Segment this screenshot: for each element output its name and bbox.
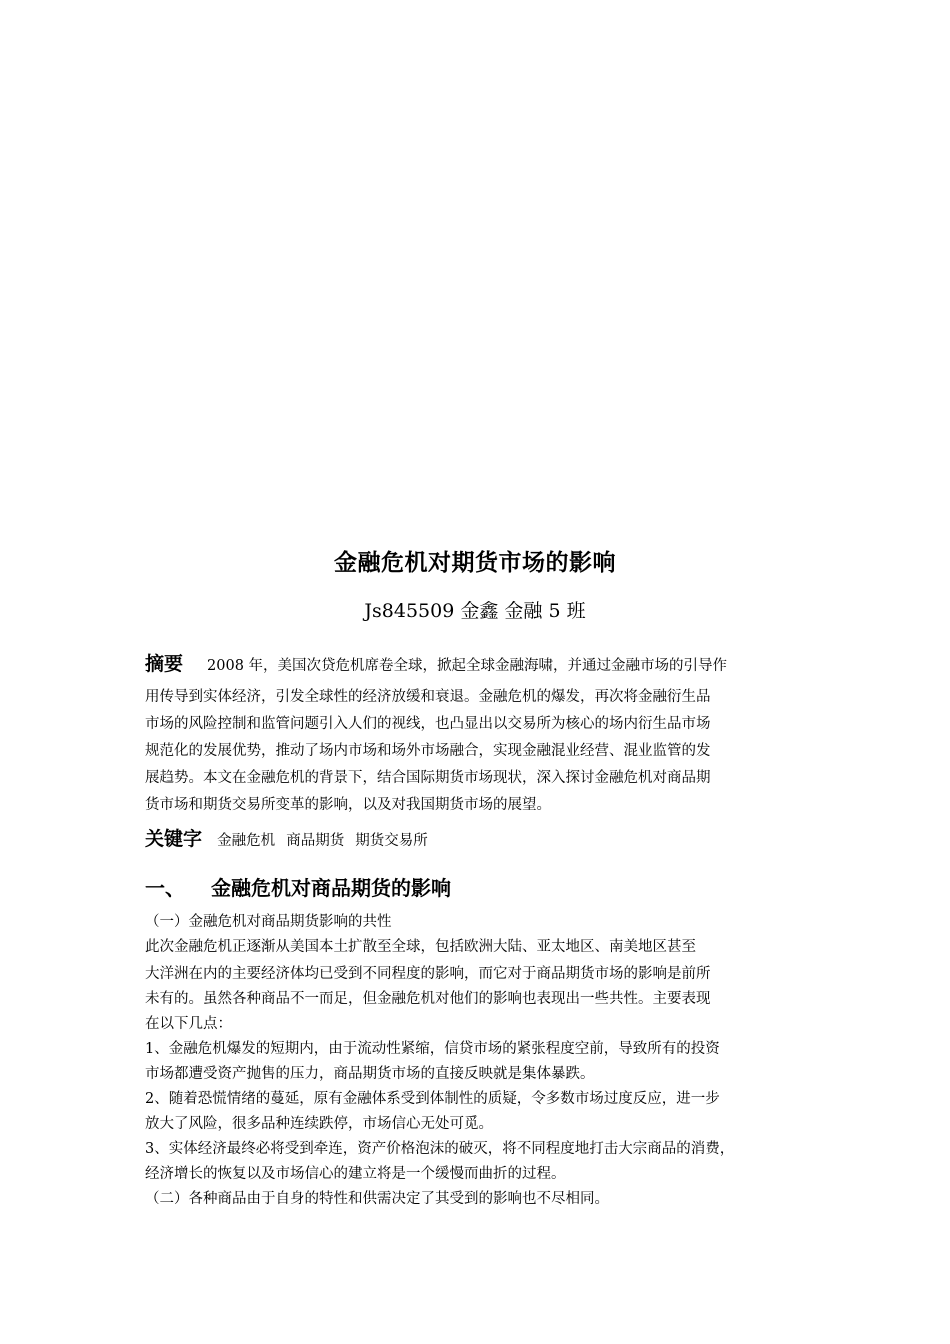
abstract-line: 用传导到实体经济，引发全球性的经济放缓和衰退。金融危机的爆发，再次将金融衍生品 (145, 689, 711, 705)
abstract-line: 规范化的发展优势，推动了场内市场和场外市场融合，实现金融混业经营、混业监管的发 (145, 743, 711, 759)
body-line: 1、金融危机爆发的短期内，由于流动性紧缩，信贷市场的紧张程度空前，导致所有的投资 (145, 1041, 720, 1057)
body-line: 大洋洲在内的主要经济体均已受到不同程度的影响，而它对于商品期货市场的影响是前所 (145, 966, 711, 982)
keyword: 商品期货 (286, 833, 345, 849)
body-line: 3、实体经济最终必将受到牵连，资产价格泡沫的破灭，将不同程度地打击大宗商品的消费， (145, 1141, 735, 1157)
body-line: 在以下几点： (145, 1016, 232, 1032)
section-number: 一、 (145, 876, 185, 900)
abstract-line: 市场的风险控制和监管问题引入人们的视线，也凸显出以交易所为核心的场内衍生品市场 (145, 716, 711, 732)
abstract-line: 2008 年，美国次贷危机席卷全球，掀起全球金融海啸，并通过金融市场的引导作 (207, 658, 728, 674)
abstract-first-line (145, 649, 811, 676)
keyword: 金融危机 (217, 833, 276, 849)
body-line: 此次金融危机正逐渐从美国本土扩散至全球，包括欧洲大陆、亚太地区、南美地区甚至 (145, 939, 696, 955)
body-line: 市场都遭受资产抛售的压力，商品期货市场的直接反映就是集体暴跌。 (145, 1066, 595, 1082)
abstract-line: 展趋势。本文在金融危机的背景下，结合国际期货市场现状，深入探讨金融危机对商品期 (145, 770, 711, 786)
keywords-row (145, 824, 811, 851)
keywords-label: 关键字 (145, 828, 203, 850)
document-title: 金融危机对期货市场的影响 (334, 550, 616, 576)
body-line: 未有的。虽然各种商品不一而足，但金融危机对他们的影响也表现出一些共性。主要表现 (145, 991, 711, 1007)
section-heading (145, 872, 451, 901)
keyword: 期货交易所 (355, 833, 428, 849)
section-title: 金融危机对商品期货的影响 (211, 876, 451, 900)
body-line: 放大了风险，很多品种连续跌停，市场信心无处可觅。 (145, 1116, 493, 1132)
abstract-label: 摘要 (145, 653, 184, 675)
body-line: 2、随着恐慌情绪的蔓延，原有金融体系受到体制性的质疑，令多数市场过度反应，进一步 (145, 1091, 720, 1107)
author-line: Js845509 金鑫 金融 5 班 (364, 600, 586, 622)
subsection-heading: （二）各种商品由于自身的特性和供需决定了其受到的影响也不尽相同。 (145, 1191, 609, 1207)
subsection-heading: （一）金融危机对商品期货影响的共性 (145, 914, 392, 930)
body-line: 经济增长的恢复以及市场信心的建立将是一个缓慢而曲折的过程。 (145, 1166, 566, 1182)
abstract-line: 货市场和期货交易所变革的影响，以及对我国期货市场的展望。 (145, 797, 551, 813)
